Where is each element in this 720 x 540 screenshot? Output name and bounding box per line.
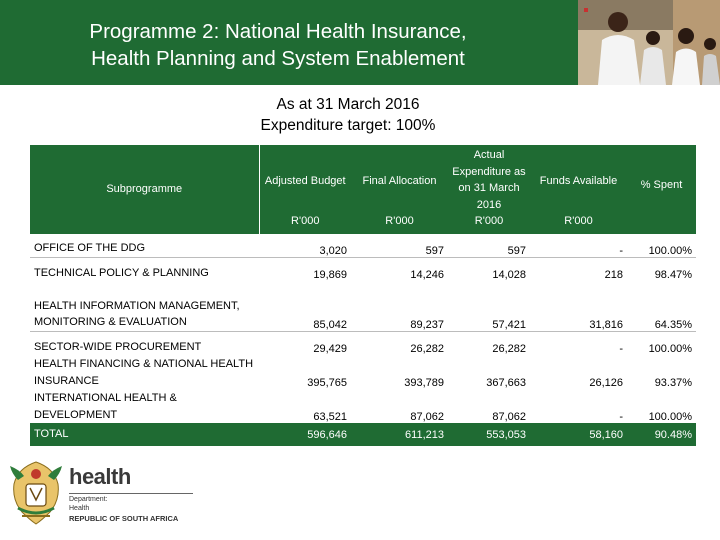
row-adjusted-budget: 29,429 [259,331,351,355]
row-funds-available: - [530,331,627,355]
row-adjusted-budget: 85,042 [259,281,351,331]
table-row [30,331,696,355]
row-pct-spent: 100.00% [627,389,696,423]
page-title [18,18,538,72]
table-row [30,281,696,331]
total-final-allocation: 611,213 [351,423,448,446]
row-name: INTERNATIONAL HEALTH & DEVELOPMENT [30,389,259,423]
table-row [30,389,696,423]
row-final-allocation: 14,246 [351,257,448,281]
row-final-allocation: 87,062 [351,389,448,423]
row-actual-expenditure: 87,062 [448,389,530,423]
row-name: HEALTH FINANCING & NATIONAL HEALTH INSURANCE [30,355,259,389]
row-pct-spent: 64.35% [627,281,696,331]
row-actual-expenditure: 14,028 [448,257,530,281]
header-banner [0,0,720,85]
col-header-pct-spent: % Spent [627,145,696,234]
col-header-funds-available: Funds Available [530,145,627,213]
header-photo [578,0,720,85]
col-header-adjusted-budget: Adjusted Budget [259,145,351,213]
row-final-allocation: 393,789 [351,355,448,389]
row-funds-available: 26,126 [530,355,627,389]
row-pct-spent: 93.37% [627,355,696,389]
as-at-date: As at 31 March 2016 [276,96,420,113]
row-name: SECTOR-WIDE PROCUREMENT [30,331,259,355]
unit-adjusted-budget: R'000 [259,213,351,234]
row-pct-spent: 100.00% [627,331,696,355]
total-funds-available: 58,160 [530,423,627,446]
row-funds-available: 218 [530,257,627,281]
row-final-allocation: 597 [351,234,448,257]
total-label: TOTAL [30,423,259,446]
col-header-actual-expenditure: Actual Expenditure as on 31 March 2016 [448,145,530,213]
title-line-2: Health Planning and System Enablement [91,47,465,70]
row-funds-available: 31,816 [530,281,627,331]
total-actual-expenditure: 553,053 [448,423,530,446]
total-adjusted-budget: 596,646 [259,423,351,446]
row-adjusted-budget: 3,020 [259,234,351,257]
table-row [30,234,696,257]
row-actual-expenditure: 597 [448,234,530,257]
unit-actual-expenditure: R'000 [448,213,530,234]
row-adjusted-budget: 395,765 [259,355,351,389]
people-photo-icon [578,0,720,85]
row-pct-spent: 100.00% [627,234,696,257]
row-adjusted-budget: 63,521 [259,389,351,423]
row-pct-spent: 98.47% [627,257,696,281]
logo-divider [69,493,193,494]
department-logo [8,460,198,530]
table-row [30,257,696,281]
row-final-allocation: 26,282 [351,331,448,355]
row-actual-expenditure: 57,421 [448,281,530,331]
row-adjusted-budget: 19,869 [259,257,351,281]
expenditure-table [30,145,696,446]
col-header-final-allocation: Final Allocation [351,145,448,213]
coat-of-arms-icon [8,460,64,528]
row-actual-expenditure: 26,282 [448,331,530,355]
logo-department: Department: [69,496,108,503]
header-row [30,145,696,213]
title-line-1: Programme 2: National Health Insurance, [89,20,467,43]
unit-final-allocation: R'000 [351,213,448,234]
row-final-allocation: 89,237 [351,281,448,331]
row-funds-available: - [530,389,627,423]
row-name: OFFICE OF THE DDG [30,234,259,257]
total-pct-spent: 90.48% [627,423,696,446]
row-name: HEALTH INFORMATION MANAGEMENT, MONITORING & EVALUATION [30,281,259,331]
row-actual-expenditure: 367,663 [448,355,530,389]
table-row [30,355,696,389]
report-subtitle [0,94,720,136]
col-header-subprogramme: Subprogramme [30,145,259,234]
row-funds-available: - [530,234,627,257]
row-name: TECHNICAL POLICY & PLANNING [30,257,259,281]
total-row [30,423,696,446]
unit-funds-available: R'000 [530,213,627,234]
logo-health-line: Health [69,505,90,512]
expenditure-target: Expenditure target: 100% [260,117,436,134]
logo-wordmark: health [69,464,131,489]
logo-country: REPUBLIC OF SOUTH AFRICA [69,514,179,523]
